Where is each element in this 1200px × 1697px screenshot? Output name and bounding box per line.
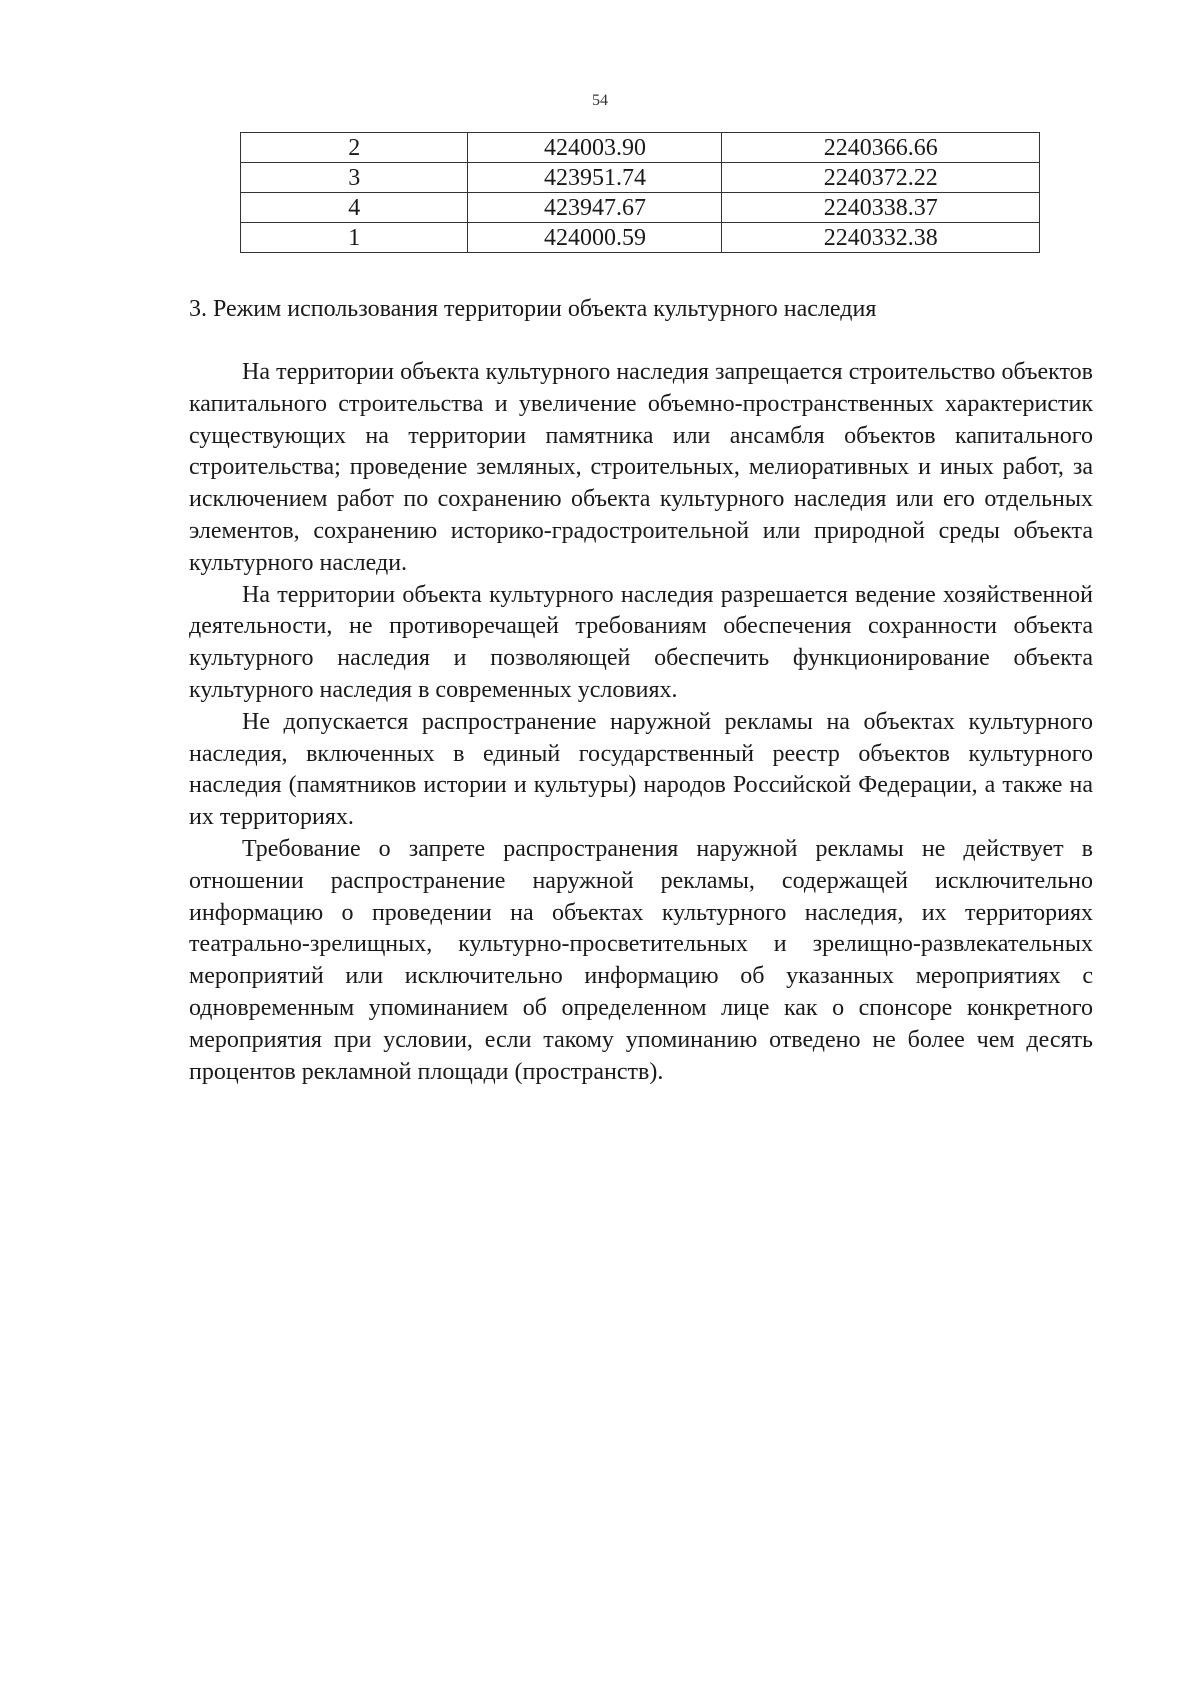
paragraph-prohibitions: На территории объекта культурного наследия запрещается строительство объектов капитального строительства и увеличение объемно-пространственных характеристик существующих на территории памятника или ансамбля объектов капитального строительства; проведение земляных, строительных, мелиоративных и иных работ, за исключением работ по сохранению объекта культурного наследия или его отдельных элементов, сохранению историко-градостроительной или природной среды объекта культурного наследи. <box>189 359 1093 576</box>
section-body <box>189 357 1093 1088</box>
page-number: 54 <box>592 92 608 109</box>
point-number-cell: 1 <box>241 223 468 253</box>
table-row <box>241 223 1040 253</box>
y-coordinate-cell: 2240366.66 <box>722 133 1040 163</box>
y-coordinate-cell: 2240372.22 <box>722 163 1040 193</box>
y-coordinate-cell: 2240332.38 <box>722 223 1040 253</box>
section-heading: 3. Режим использования территории объекта культурного наследия <box>189 296 877 322</box>
table-row <box>241 133 1040 163</box>
paragraph-advertising-exception: Требование о запрете распространения наружной рекламы не действует в отношении распространение наружной рекламы, содержащей исключительно информацию о проведении на объектах культурного наследия, их территориях театрально-зрелищных, культурно-просветительных и зрелищно-развлекательных мероприятий или исключительно информацию об указанных мероприятиях с одновременным упоминанием об определенном лице как о спонсоре конкретного мероприятия при условии, если такому упоминанию отведено не более чем десять процентов рекламной площади (пространств). <box>189 835 1093 1085</box>
x-coordinate-cell: 423951.74 <box>468 163 722 193</box>
point-number-cell: 4 <box>241 193 468 223</box>
paragraph-advertising-ban: Не допускается распространение наружной рекламы на объектах культурного наследия, включенных в единый государственный реестр объектов культурного наследия (памятников истории и культуры) народов Российской Федерации, а также на их территориях. <box>189 708 1093 831</box>
table-row <box>241 163 1040 193</box>
y-coordinate-cell: 2240338.37 <box>722 193 1040 223</box>
coordinates-table <box>240 132 1040 253</box>
x-coordinate-cell: 424003.90 <box>468 133 722 163</box>
point-number-cell: 2 <box>241 133 468 163</box>
x-coordinate-cell: 424000.59 <box>468 223 722 253</box>
paragraph-permitted-activity: На территории объекта культурного наследия разрешается ведение хозяйственной деятельности, не противоречащей требованиям обеспечения сохранности объекта культурного наследия и позволяющей обеспечить функционирование объекта культурного наследия в современных условиях. <box>189 581 1093 703</box>
x-coordinate-cell: 423947.67 <box>468 193 722 223</box>
point-number-cell: 3 <box>241 163 468 193</box>
table-row <box>241 193 1040 223</box>
